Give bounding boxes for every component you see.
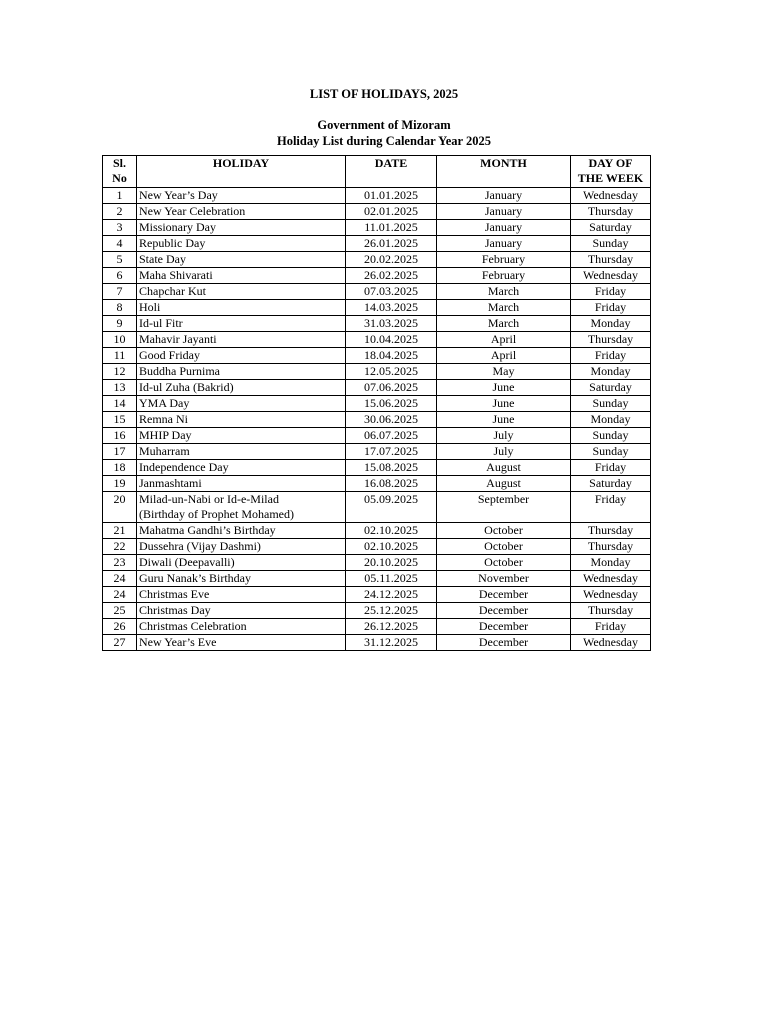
- cell-sl-no: 23: [103, 555, 137, 571]
- header-block: [0, 117, 768, 149]
- table-row: [103, 332, 651, 348]
- cell-day: Sunday: [571, 236, 651, 252]
- table-row: [103, 236, 651, 252]
- cell-date: 20.10.2025: [346, 555, 437, 571]
- cell-holiday: Muharram: [137, 444, 346, 460]
- cell-sl-no: 25: [103, 603, 137, 619]
- cell-date: 20.02.2025: [346, 252, 437, 268]
- cell-holiday: Missionary Day: [137, 220, 346, 236]
- cell-month: June: [437, 380, 571, 396]
- cell-day: Monday: [571, 364, 651, 380]
- table-row: [103, 523, 651, 539]
- table-row: [103, 444, 651, 460]
- cell-holiday: Remna Ni: [137, 412, 346, 428]
- cell-date: 05.11.2025: [346, 571, 437, 587]
- cell-month: March: [437, 316, 571, 332]
- cell-month: January: [437, 220, 571, 236]
- cell-sl-no: 14: [103, 396, 137, 412]
- cell-holiday: Republic Day: [137, 236, 346, 252]
- cell-sl-no: 2: [103, 204, 137, 220]
- cell-day: Monday: [571, 555, 651, 571]
- cell-holiday-line1: Milad-un-Nabi or Id-e-Milad: [139, 492, 279, 506]
- cell-date: 26.12.2025: [346, 619, 437, 635]
- cell-day: Thursday: [571, 523, 651, 539]
- cell-month: July: [437, 428, 571, 444]
- cell-sl-no: 27: [103, 635, 137, 651]
- cell-day: Friday: [571, 492, 651, 523]
- cell-holiday: Diwali (Deepavalli): [137, 555, 346, 571]
- cell-day: Saturday: [571, 220, 651, 236]
- header-day-line2: THE WEEK: [577, 171, 644, 185]
- cell-date: 30.06.2025: [346, 412, 437, 428]
- table-row: [103, 220, 651, 236]
- cell-date: 31.12.2025: [346, 635, 437, 651]
- cell-day: Sunday: [571, 428, 651, 444]
- cell-day: Saturday: [571, 380, 651, 396]
- table-header-row: [103, 156, 651, 188]
- cell-day: Wednesday: [571, 635, 651, 651]
- cell-date: 15.06.2025: [346, 396, 437, 412]
- cell-holiday-line2: (Birthday of Prophet Mohamed): [139, 507, 294, 521]
- cell-sl-no: 20: [103, 492, 137, 523]
- cell-holiday: State Day: [137, 252, 346, 268]
- cell-holiday: Maha Shivarati: [137, 268, 346, 284]
- cell-day: Thursday: [571, 252, 651, 268]
- table-row: [103, 396, 651, 412]
- table-row: [103, 316, 651, 332]
- cell-date: 15.08.2025: [346, 460, 437, 476]
- cell-holiday: Good Friday: [137, 348, 346, 364]
- cell-day: Wednesday: [571, 268, 651, 284]
- header-sl-no: [103, 156, 137, 188]
- cell-month: April: [437, 332, 571, 348]
- cell-day: Saturday: [571, 476, 651, 492]
- cell-sl-no: 3: [103, 220, 137, 236]
- cell-holiday: Buddha Purnima: [137, 364, 346, 380]
- document-title: LIST OF HOLIDAYS, 2025: [309, 87, 459, 101]
- cell-month: August: [437, 460, 571, 476]
- table-row: [103, 188, 651, 204]
- cell-date: 26.01.2025: [346, 236, 437, 252]
- cell-day: Friday: [571, 460, 651, 476]
- cell-date: 01.01.2025: [346, 188, 437, 204]
- cell-month: December: [437, 587, 571, 603]
- cell-date: 07.03.2025: [346, 284, 437, 300]
- cell-holiday: YMA Day: [137, 396, 346, 412]
- cell-day: Wednesday: [571, 587, 651, 603]
- header-sl-line2: No: [112, 171, 127, 185]
- cell-date: 16.08.2025: [346, 476, 437, 492]
- cell-sl-no: 18: [103, 460, 137, 476]
- header-holiday: HOLIDAY: [137, 156, 346, 188]
- cell-holiday: MHIP Day: [137, 428, 346, 444]
- cell-sl-no: 19: [103, 476, 137, 492]
- cell-month: December: [437, 603, 571, 619]
- cell-sl-no: 15: [103, 412, 137, 428]
- cell-sl-no: 24: [103, 587, 137, 603]
- cell-holiday: Guru Nanak’s Birthday: [137, 571, 346, 587]
- cell-month: December: [437, 619, 571, 635]
- cell-day: Monday: [571, 412, 651, 428]
- cell-date: 14.03.2025: [346, 300, 437, 316]
- cell-holiday: Christmas Day: [137, 603, 346, 619]
- cell-sl-no: 22: [103, 539, 137, 555]
- cell-holiday: Holi: [137, 300, 346, 316]
- cell-month: January: [437, 188, 571, 204]
- cell-day: Sunday: [571, 396, 651, 412]
- cell-holiday: Mahatma Gandhi’s Birthday: [137, 523, 346, 539]
- cell-holiday: Janmashtami: [137, 476, 346, 492]
- cell-holiday: [137, 492, 346, 523]
- holiday-table: [102, 155, 651, 651]
- table-row: [103, 619, 651, 635]
- cell-day: Thursday: [571, 603, 651, 619]
- table-row: [103, 539, 651, 555]
- cell-date: 05.09.2025: [346, 492, 437, 523]
- table-row: [103, 204, 651, 220]
- table-row: [103, 555, 651, 571]
- cell-date: 18.04.2025: [346, 348, 437, 364]
- table-row: [103, 603, 651, 619]
- cell-holiday: Independence Day: [137, 460, 346, 476]
- document-subtitle: Holiday List during Calendar Year 2025: [276, 134, 492, 148]
- cell-month: February: [437, 268, 571, 284]
- cell-sl-no: 4: [103, 236, 137, 252]
- organization-name: Government of Mizoram: [317, 118, 451, 132]
- cell-date: 11.01.2025: [346, 220, 437, 236]
- cell-day: Thursday: [571, 332, 651, 348]
- table-row: [103, 268, 651, 284]
- cell-sl-no: 9: [103, 316, 137, 332]
- header-month: MONTH: [437, 156, 571, 188]
- cell-sl-no: 13: [103, 380, 137, 396]
- table-row: [103, 364, 651, 380]
- cell-holiday: New Year’s Eve: [137, 635, 346, 651]
- header-day-line1: DAY OF: [588, 156, 633, 170]
- cell-holiday: New Year’s Day: [137, 188, 346, 204]
- cell-month: August: [437, 476, 571, 492]
- table-row: [103, 412, 651, 428]
- table-row: [103, 428, 651, 444]
- cell-month: July: [437, 444, 571, 460]
- cell-month: February: [437, 252, 571, 268]
- cell-date: 10.04.2025: [346, 332, 437, 348]
- cell-day: Thursday: [571, 204, 651, 220]
- cell-holiday: New Year Celebration: [137, 204, 346, 220]
- cell-sl-no: 17: [103, 444, 137, 460]
- cell-month: March: [437, 284, 571, 300]
- cell-day: Monday: [571, 316, 651, 332]
- cell-month: June: [437, 412, 571, 428]
- cell-month: October: [437, 523, 571, 539]
- cell-month: October: [437, 539, 571, 555]
- cell-holiday: Id-ul Fitr: [137, 316, 346, 332]
- cell-month: September: [437, 492, 571, 523]
- cell-holiday: Mahavir Jayanti: [137, 332, 346, 348]
- cell-sl-no: 6: [103, 268, 137, 284]
- cell-day: Friday: [571, 284, 651, 300]
- cell-sl-no: 10: [103, 332, 137, 348]
- cell-sl-no: 26: [103, 619, 137, 635]
- cell-date: 02.01.2025: [346, 204, 437, 220]
- holiday-table-body: [103, 188, 651, 651]
- cell-date: 02.10.2025: [346, 523, 437, 539]
- cell-sl-no: 8: [103, 300, 137, 316]
- cell-sl-no: 12: [103, 364, 137, 380]
- table-row: [103, 252, 651, 268]
- cell-sl-no: 7: [103, 284, 137, 300]
- cell-month: March: [437, 300, 571, 316]
- cell-holiday: Dussehra (Vijay Dashmi): [137, 539, 346, 555]
- cell-date: 06.07.2025: [346, 428, 437, 444]
- table-row: [103, 476, 651, 492]
- table-row: [103, 460, 651, 476]
- cell-month: October: [437, 555, 571, 571]
- cell-day: Wednesday: [571, 571, 651, 587]
- cell-day: Wednesday: [571, 188, 651, 204]
- cell-month: January: [437, 204, 571, 220]
- cell-date: 17.07.2025: [346, 444, 437, 460]
- table-row: [103, 571, 651, 587]
- cell-date: 07.06.2025: [346, 380, 437, 396]
- table-row: [103, 300, 651, 316]
- header-day-of-week: [571, 156, 651, 188]
- cell-sl-no: 5: [103, 252, 137, 268]
- table-row: [103, 587, 651, 603]
- cell-month: January: [437, 236, 571, 252]
- cell-sl-no: 16: [103, 428, 137, 444]
- cell-day: Friday: [571, 348, 651, 364]
- cell-month: June: [437, 396, 571, 412]
- cell-date: 02.10.2025: [346, 539, 437, 555]
- cell-day: Sunday: [571, 444, 651, 460]
- cell-date: 12.05.2025: [346, 364, 437, 380]
- cell-date: 31.03.2025: [346, 316, 437, 332]
- cell-holiday: Christmas Eve: [137, 587, 346, 603]
- cell-month: November: [437, 571, 571, 587]
- cell-holiday: Chapchar Kut: [137, 284, 346, 300]
- table-row: [103, 348, 651, 364]
- table-row: [103, 380, 651, 396]
- cell-sl-no: 1: [103, 188, 137, 204]
- cell-date: 26.02.2025: [346, 268, 437, 284]
- cell-month: December: [437, 635, 571, 651]
- table-row: [103, 284, 651, 300]
- header-date: DATE: [346, 156, 437, 188]
- cell-day: Thursday: [571, 539, 651, 555]
- header-sl-line1: Sl.: [112, 156, 126, 170]
- table-row: [103, 492, 651, 523]
- cell-sl-no: 21: [103, 523, 137, 539]
- cell-day: Friday: [571, 300, 651, 316]
- cell-date: 25.12.2025: [346, 603, 437, 619]
- table-row: [103, 635, 651, 651]
- cell-holiday: Christmas Celebration: [137, 619, 346, 635]
- cell-sl-no: 24: [103, 571, 137, 587]
- cell-holiday: Id-ul Zuha (Bakrid): [137, 380, 346, 396]
- cell-month: May: [437, 364, 571, 380]
- cell-date: 24.12.2025: [346, 587, 437, 603]
- cell-month: April: [437, 348, 571, 364]
- cell-day: Friday: [571, 619, 651, 635]
- cell-sl-no: 11: [103, 348, 137, 364]
